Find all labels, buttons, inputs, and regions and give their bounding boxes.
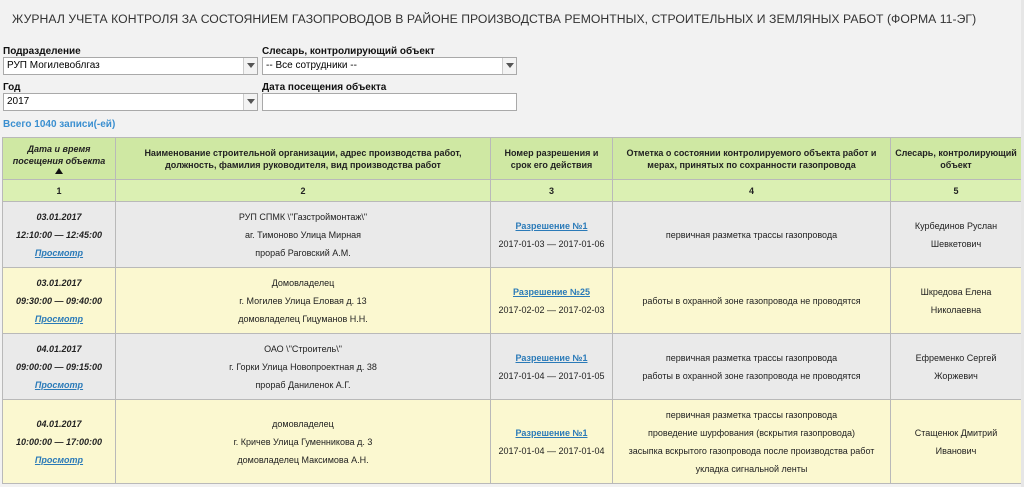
year-value: 2017: [7, 96, 30, 107]
permit-dates: 2017-02-02 — 2017-02-03: [498, 304, 605, 315]
column-header-worker: Слесарь, контролирующий объект: [891, 138, 1022, 180]
note: проведение шурфования (вскрытия газопровода): [648, 427, 855, 438]
visit-time: 09:30:00 — 09:40:00: [15, 295, 103, 306]
worker-cell: Шкредова Елена Николаевна: [891, 268, 1022, 334]
view-link[interactable]: Просмотр: [34, 313, 84, 324]
organization-name: Домовладелец: [271, 277, 335, 288]
permit-dates: 2017-01-04 — 2017-01-04: [498, 445, 605, 456]
column-header-date[interactable]: [3, 138, 116, 180]
notes-cell: [613, 334, 891, 400]
visit-datetime-cell: [3, 400, 116, 484]
chevron-down-icon: [243, 58, 257, 74]
table-row: [3, 202, 1022, 268]
organization-cell: [116, 268, 491, 334]
view-link[interactable]: Просмотр: [34, 379, 84, 390]
visit-date: 03.01.2017: [36, 211, 82, 222]
visit-time: 09:00:00 — 09:15:00: [15, 361, 103, 372]
supervisor: домовладелец Максимова А.Н.: [237, 454, 369, 465]
note: засыпка вскрытого газопровода после производства работ: [628, 445, 875, 456]
column-header-organization: Наименование строительной организации, адрес производства работ, должность, фамилия руководителя, вид производства работ: [116, 138, 491, 180]
table-row: [3, 268, 1022, 334]
organization-name: РУП СПМК \"Газстроймонтаж\": [238, 211, 368, 222]
organization-name: ОАО \"Строитель\": [264, 343, 342, 354]
visit-datetime-cell: [3, 268, 116, 334]
organization-cell: [116, 202, 491, 268]
year-select[interactable]: [3, 93, 258, 111]
department-label: Подразделение: [3, 46, 81, 57]
column-header-date-label: Дата и время посещения объекта: [12, 144, 106, 166]
permit-link[interactable]: Разрешение №25: [512, 286, 590, 297]
permit-cell: [491, 202, 613, 268]
note: первичная разметка трассы газопровода: [665, 229, 838, 240]
department-select[interactable]: [3, 57, 258, 75]
column-number: 5: [891, 180, 1022, 202]
page-title: ЖУРНАЛ УЧЕТА КОНТРОЛЯ ЗА СОСТОЯНИЕМ ГАЗОПРОВОДОВ В РАЙОНЕ ПРОИЗВОДСТВА РЕМОНТНЫХ, СТРОИТЕЛЬНЫХ И ЗЕМЛЯНЫХ РАБОТ (ФОРМА 11-ЭГ): [12, 12, 977, 26]
work-address: г. Кричев Улица Гуменникова д. 3: [233, 436, 373, 447]
organization-name: домовладелец: [272, 418, 334, 429]
table-row: [3, 334, 1022, 400]
work-address: г. Горки Улица Новопроектная д. 38: [229, 361, 377, 372]
permit-cell: [491, 400, 613, 484]
visit-date: 03.01.2017: [36, 277, 82, 288]
permit-link[interactable]: Разрешение №1: [515, 220, 588, 231]
notes-cell: [613, 268, 891, 334]
permit-cell: [491, 268, 613, 334]
work-address: г. Могилев Улица Еловая д. 13: [239, 295, 367, 306]
organization-cell: [116, 334, 491, 400]
column-number: 2: [116, 180, 491, 202]
note: укладка сигнальной ленты: [695, 463, 808, 474]
visit-time: 12:10:00 — 12:45:00: [15, 229, 103, 240]
column-header-permit: Номер разрешения и срок его действия: [491, 138, 613, 180]
chevron-down-icon: [243, 94, 257, 110]
worker-cell: Стащенюк Дмитрий Иванович: [891, 400, 1022, 484]
column-number: 3: [491, 180, 613, 202]
visit-date-input[interactable]: [262, 93, 517, 111]
visit-date-label: Дата посещения объекта: [262, 82, 387, 93]
notes-cell: [613, 400, 891, 484]
total-records: Всего 1040 записи(-ей): [3, 119, 116, 130]
chevron-down-icon: [502, 58, 516, 74]
sort-ascending-icon[interactable]: [55, 168, 63, 174]
column-number: 4: [613, 180, 891, 202]
visit-datetime-cell: [3, 202, 116, 268]
notes-cell: [613, 202, 891, 268]
visit-date: 04.01.2017: [36, 418, 82, 429]
worker-label: Слесарь, контролирующий объект: [262, 46, 435, 57]
worker-cell: Ефременко Сергей Жоржевич: [891, 334, 1022, 400]
department-value: РУП Могилевоблгаз: [7, 60, 100, 71]
note: работы в охранной зоне газопровода не проводятся: [642, 370, 861, 381]
view-link[interactable]: Просмотр: [34, 454, 84, 465]
column-number: 1: [3, 180, 116, 202]
worker-select[interactable]: [262, 57, 517, 75]
visit-datetime-cell: [3, 334, 116, 400]
organization-cell: [116, 400, 491, 484]
supervisor: прораб Даниленок А.Г.: [255, 379, 351, 390]
table-row: [3, 400, 1022, 484]
column-header-notes: Отметка о состоянии контролируемого объекта работ и мерах, принятых по сохранности газопровода: [613, 138, 891, 180]
worker-value: -- Все сотрудники --: [266, 60, 357, 71]
permit-cell: [491, 334, 613, 400]
view-link[interactable]: Просмотр: [34, 247, 84, 258]
permit-link[interactable]: Разрешение №1: [515, 352, 588, 363]
note: первичная разметка трассы газопровода: [665, 352, 838, 363]
visit-date: 04.01.2017: [36, 343, 82, 354]
work-address: аг. Тимоново Улица Мирная: [244, 229, 362, 240]
note: работы в охранной зоне газопровода не проводятся: [642, 295, 861, 306]
visit-time: 10:00:00 — 17:00:00: [15, 436, 103, 447]
journal-table: [2, 137, 1022, 484]
permit-dates: 2017-01-03 — 2017-01-06: [498, 238, 605, 249]
permit-dates: 2017-01-04 — 2017-01-05: [498, 370, 605, 381]
permit-link[interactable]: Разрешение №1: [515, 427, 588, 438]
note: первичная разметка трассы газопровода: [665, 409, 838, 420]
supervisor: прораб Раговский А.М.: [255, 247, 351, 258]
worker-cell: Курбединов Руслан Шевкетович: [891, 202, 1022, 268]
year-label: Год: [3, 82, 21, 93]
supervisor: домовладелец Гицуманов Н.Н.: [238, 313, 368, 324]
